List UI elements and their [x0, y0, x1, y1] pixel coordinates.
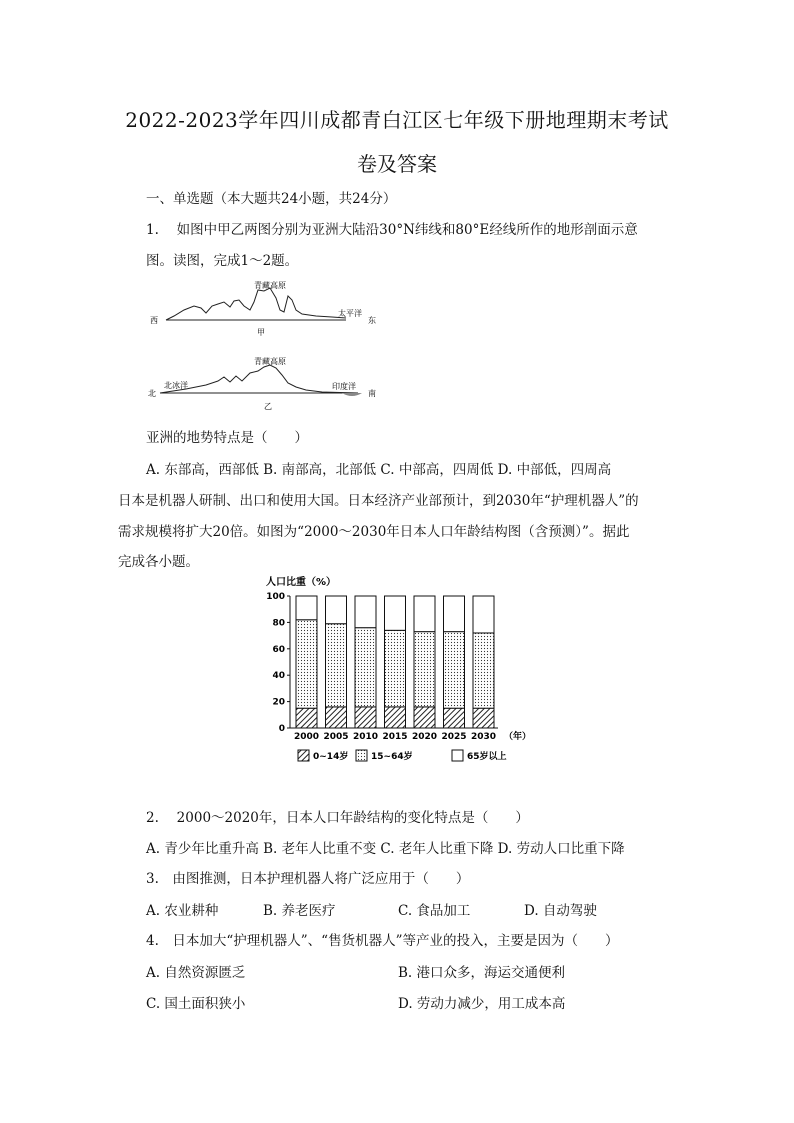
legend-swatch — [356, 750, 367, 761]
bar-segment — [326, 624, 347, 707]
bar-segment — [326, 596, 347, 624]
legend-label: 65岁以上 — [467, 752, 507, 762]
bar-segment — [444, 596, 465, 632]
intro-line3: 完成各小题。 — [118, 554, 199, 570]
bar-segment — [355, 596, 376, 628]
age-structure-chart — [258, 572, 538, 770]
legend-label: 0~14岁 — [313, 752, 349, 762]
bar-segment — [414, 596, 435, 632]
q1-options: A. 东部高，西部低 B. 南部高，北部低 C. 中部高，四周低 D. 中部低，四周高 — [146, 462, 612, 478]
x-axis-labels — [294, 732, 496, 742]
q3-option-b: B. 养老医疗 — [263, 903, 336, 919]
legend-swatch — [452, 750, 463, 761]
profile-diagram-jia — [146, 280, 386, 340]
bar-segment — [355, 628, 376, 707]
x-unit-label: （年） — [504, 732, 532, 742]
q3-option-d: D. 自动驾驶 — [524, 903, 597, 919]
q1-stem-line2: 图。读图，完成1～2题。 — [146, 253, 299, 269]
x-tick-label: 2025 — [441, 732, 467, 742]
q3-option-a: A. 农业耕种 — [146, 903, 219, 919]
bar-segment — [444, 632, 465, 709]
document-title-line2: 卷及答案 — [357, 152, 437, 176]
q4-option-b: B. 港口众多，海运交通便利 — [398, 965, 566, 981]
bar-segment — [473, 596, 494, 633]
bar-segment — [326, 707, 347, 728]
bar-segment — [385, 630, 406, 707]
x-tick-label: 2010 — [352, 732, 379, 742]
q2-stem: 2. 2000～2020年，日本人口年龄结构的变化特点是（ ） — [146, 810, 529, 826]
y-tick-label: 100 — [266, 592, 285, 602]
south-label: 南 — [368, 389, 376, 398]
intro-line2: 需求规模将扩大20倍。如图为“2000～2030年日本人口年龄结构图（含预测）”。据此 — [118, 524, 630, 540]
y-tick-label: 60 — [272, 644, 285, 655]
indian-ocean-label: 印度洋 — [332, 382, 356, 391]
q4-option-d: D. 劳动力减少，用工成本高 — [398, 996, 566, 1012]
plateau-label: 青藏高原 — [254, 357, 286, 366]
chart-title: 人口比重（%） — [266, 577, 337, 588]
q3-stem: 3. 由图推测，日本护理机器人将广泛应用于（ ） — [146, 871, 470, 887]
ocean-basin — [342, 393, 362, 396]
section-heading: 一、单选题（本大题共24小题，共24分） — [146, 191, 397, 207]
q4-option-c: C. 国土面积狭小 — [146, 996, 246, 1012]
x-tick-label: 2000 — [293, 732, 320, 742]
q3-option-c: C. 食品加工 — [398, 903, 471, 919]
x-tick-label: 2015 — [382, 732, 408, 742]
bar-segment — [385, 707, 406, 728]
x-tick-label: 2020 — [411, 732, 438, 742]
legend-swatch — [298, 750, 309, 761]
east-label: 东 — [368, 316, 376, 325]
bar-segment — [414, 632, 435, 707]
north-label: 北 — [148, 389, 156, 398]
x-tick-label: 2030 — [470, 732, 497, 742]
bar-segment — [296, 596, 317, 620]
bar-segment — [414, 707, 435, 728]
intro-line1: 日本是机器人研制、出口和使用大国。日本经济产业部预计，到2030年“护理机器人”的 — [118, 493, 639, 509]
diagram-name: 甲 — [257, 328, 265, 337]
q4-option-a: A. 自然资源匮乏 — [146, 965, 246, 981]
diagram-name: 乙 — [264, 402, 272, 411]
q1-stem-line1: 1. 如图中甲乙两图分别为亚洲大陆沿30°N纬线和80°E经线所作的地形剖面示意 — [146, 222, 638, 238]
y-tick-label: 80 — [272, 618, 285, 629]
terrain-line — [160, 365, 358, 393]
bar-segment — [473, 633, 494, 708]
y-tick-label: 20 — [272, 697, 285, 708]
bar-segment — [473, 708, 494, 728]
arctic-ocean-label: 北冰洋 — [164, 381, 188, 390]
west-label: 西 — [150, 316, 158, 325]
y-tick-label: 0 — [278, 724, 285, 734]
bar-segment — [355, 707, 376, 728]
q2-options: A. 青少年比重升高 B. 老年人比重不变 C. 老年人比重下降 D. 劳动人口比重下降 — [146, 841, 625, 857]
terrain-line — [166, 288, 346, 320]
chart-legend — [298, 750, 507, 762]
q4-stem: 4. 日本加大“护理机器人”、“售货机器人”等产业的投入，主要是因为（ ） — [146, 933, 619, 949]
plateau-label: 青藏高原 — [254, 281, 286, 290]
bar-segment — [296, 708, 317, 728]
bar-group — [296, 596, 494, 728]
legend-label: 15~64岁 — [371, 752, 413, 762]
document-title-line1: 2022-2023学年四川成都青白江区七年级下册地理期末考试 — [125, 108, 669, 132]
bar-segment — [385, 596, 406, 630]
x-tick-label: 2005 — [323, 732, 349, 742]
bar-segment — [444, 708, 465, 728]
bar-segment — [296, 620, 317, 708]
profile-diagram-yi — [146, 355, 386, 415]
ocean-label: 太平洋 — [338, 309, 362, 318]
q1-question: 亚洲的地势特点是（ ） — [146, 430, 308, 446]
y-tick-label: 40 — [272, 671, 285, 682]
